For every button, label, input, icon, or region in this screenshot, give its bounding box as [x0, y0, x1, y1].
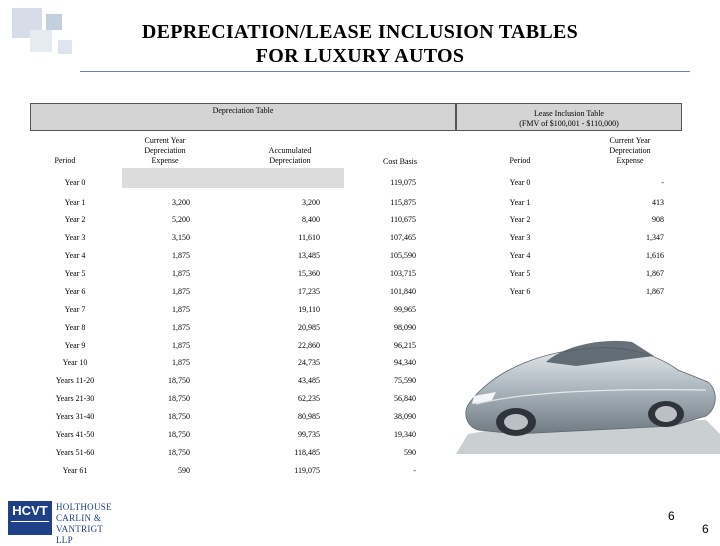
- dep-row-period: Year 6: [64, 287, 86, 296]
- dep-row-current: 1,875: [172, 287, 190, 296]
- col-header-current: [120, 136, 210, 166]
- dep-row-current: 1,875: [172, 251, 190, 260]
- dep-row-period: Year 0: [64, 178, 86, 187]
- logo-mark-box: [8, 501, 52, 535]
- year-0-shaded-bar: [122, 168, 344, 188]
- dep-row-basis: 105,590: [390, 251, 416, 260]
- dep-row-basis: 110,675: [390, 215, 416, 224]
- dep-row-period: Year 10: [62, 358, 88, 367]
- dep-row-accumulated: 118,485: [294, 448, 320, 457]
- dep-row-basis: 56,840: [394, 394, 416, 403]
- dep-row-current: 18,750: [168, 448, 190, 457]
- depreciation-caption-text: Depreciation Table: [212, 106, 274, 115]
- page-number-corner: 6: [702, 522, 709, 536]
- dep-row-accumulated: 119,075: [294, 466, 320, 475]
- col-header-accum-2: Depreciation: [269, 156, 311, 165]
- dep-row-current: 18,750: [168, 430, 190, 439]
- lease-caption-line-2: (FMV of $100,001 - $110,000): [519, 119, 619, 128]
- lease-row-period: Year 6: [509, 287, 531, 296]
- dep-row-basis: 107,465: [390, 233, 416, 242]
- dep-row-period: Year 2: [64, 215, 86, 224]
- title-underline: [80, 71, 690, 72]
- dep-row-period: Years 41-50: [55, 430, 95, 439]
- dep-row-current: 1,875: [172, 323, 190, 332]
- col-header-period: Period: [54, 156, 76, 165]
- lease-row-value: 1,347: [646, 233, 664, 242]
- dep-row-basis: 103,715: [390, 269, 416, 278]
- dep-row-period: Year 9: [64, 341, 86, 350]
- dep-row-accumulated: 20,985: [298, 323, 320, 332]
- lease-col-header-current-3: Expense: [616, 156, 644, 165]
- dep-row-basis: 38,090: [394, 412, 416, 421]
- dep-row-current: 1,875: [172, 305, 190, 314]
- lease-row-period: Year 1: [509, 198, 531, 207]
- dep-row-basis: 115,875: [390, 198, 416, 207]
- lease-col-header-current-2: Depreciation: [609, 146, 651, 155]
- logo-mark-rule: [11, 521, 49, 522]
- lease-row-value: 1,867: [646, 269, 664, 278]
- col-header-current-3: Expense: [151, 156, 179, 165]
- dep-row-accumulated: 17,235: [298, 287, 320, 296]
- lease-col-header-current: [585, 136, 675, 166]
- dep-row-accumulated: 13,485: [298, 251, 320, 260]
- lease-row-value: 1,616: [646, 251, 664, 260]
- dep-row-current: 1,875: [172, 269, 190, 278]
- dep-row-period: Year 1: [64, 198, 86, 207]
- logo-line-2: CARLIN &: [56, 513, 102, 523]
- lease-row-value: 413: [652, 198, 664, 207]
- col-header-current-1: Current Year: [144, 136, 186, 145]
- dep-row-accumulated: 24,735: [298, 358, 320, 367]
- dep-row-period: Years 31-40: [55, 412, 95, 421]
- dep-row-period: Years 51-60: [55, 448, 95, 457]
- dep-row-accumulated: 11,610: [298, 233, 320, 242]
- lease-row-period: Year 4: [509, 251, 531, 260]
- dep-row-accumulated: 62,235: [298, 394, 320, 403]
- dep-row-current: 18,750: [168, 412, 190, 421]
- dep-row-basis: 590: [404, 448, 416, 457]
- dep-row-period: Year 5: [64, 269, 86, 278]
- dep-row-period: Year 3: [64, 233, 86, 242]
- lease-caption-line-1: Lease Inclusion Table: [534, 109, 604, 118]
- title-line-1: DEPRECIATION/LEASE INCLUSION TABLES: [141, 21, 579, 43]
- col-header-accum-1: Accumulated: [268, 146, 312, 155]
- lease-table-caption: [456, 103, 682, 131]
- dep-row-period: Year 8: [64, 323, 86, 332]
- lease-row-value: 1,867: [646, 287, 664, 296]
- dep-row-basis: 101,840: [390, 287, 416, 296]
- col-header-current-2: Depreciation: [144, 146, 186, 155]
- dep-row-current: 1,875: [172, 341, 190, 350]
- dep-row-basis: 98,090: [394, 323, 416, 332]
- dep-row-current: 3,200: [172, 198, 190, 207]
- dep-row-accumulated: 15,360: [298, 269, 320, 278]
- dep-row-current: 18,750: [168, 394, 190, 403]
- dep-row-current: 1,875: [172, 358, 190, 367]
- dep-row-period: Year 4: [64, 251, 86, 260]
- dep-row-current: 18,750: [168, 376, 190, 385]
- dep-row-current: 590: [178, 466, 190, 475]
- lease-row-period: Year 3: [509, 233, 531, 242]
- lease-col-header-current-1: Current Year: [609, 136, 651, 145]
- dep-row-basis: 19,340: [394, 430, 416, 439]
- dep-row-accumulated: 19,110: [298, 305, 320, 314]
- dep-row-basis: 96,215: [394, 341, 416, 350]
- dep-row-accumulated: 8,400: [302, 215, 320, 224]
- col-header-accumulated: [240, 146, 340, 166]
- lease-row-value: 908: [652, 215, 664, 224]
- lease-row-period: Year 0: [509, 178, 531, 187]
- dep-row-accumulated: 22,860: [298, 341, 320, 350]
- dep-row-accumulated: 99,735: [298, 430, 320, 439]
- logo-text: [56, 502, 112, 546]
- dep-row-period: Year 61: [62, 466, 88, 475]
- dep-row-current: 3,150: [172, 233, 190, 242]
- dep-row-accumulated: 3,200: [302, 198, 320, 207]
- dep-row-basis: 75,590: [394, 376, 416, 385]
- dep-row-basis: 119,075: [390, 178, 416, 187]
- dep-row-accumulated: 80,985: [298, 412, 320, 421]
- dep-row-basis: 94,340: [394, 358, 416, 367]
- dep-row-period: Years 11-20: [55, 376, 95, 385]
- logo-line-1: HOLTHOUSE: [56, 502, 112, 512]
- logo-mark: HCVT: [12, 503, 48, 518]
- dep-row-basis: -: [413, 466, 416, 475]
- car-image: [456, 304, 720, 454]
- col-header-basis: Cost Basis: [382, 157, 417, 166]
- company-logo: [8, 501, 112, 545]
- lease-row-value: -: [661, 178, 664, 187]
- dep-row-period: Years 21-30: [55, 394, 95, 403]
- dep-row-basis: 99,965: [394, 305, 416, 314]
- lease-col-header-period: Period: [509, 156, 531, 165]
- slide-title: [0, 20, 720, 68]
- dep-row-accumulated: 43,485: [298, 376, 320, 385]
- page-number: 6: [668, 509, 675, 523]
- lease-row-period: Year 2: [509, 215, 531, 224]
- title-line-2: FOR LUXURY AUTOS: [255, 45, 465, 67]
- logo-line-3: VANTRIGT LLP: [56, 524, 104, 545]
- depreciation-table-caption: [30, 103, 456, 131]
- dep-row-period: Year 7: [64, 305, 86, 314]
- dep-row-current: 5,200: [172, 215, 190, 224]
- lease-row-period: Year 5: [509, 269, 531, 278]
